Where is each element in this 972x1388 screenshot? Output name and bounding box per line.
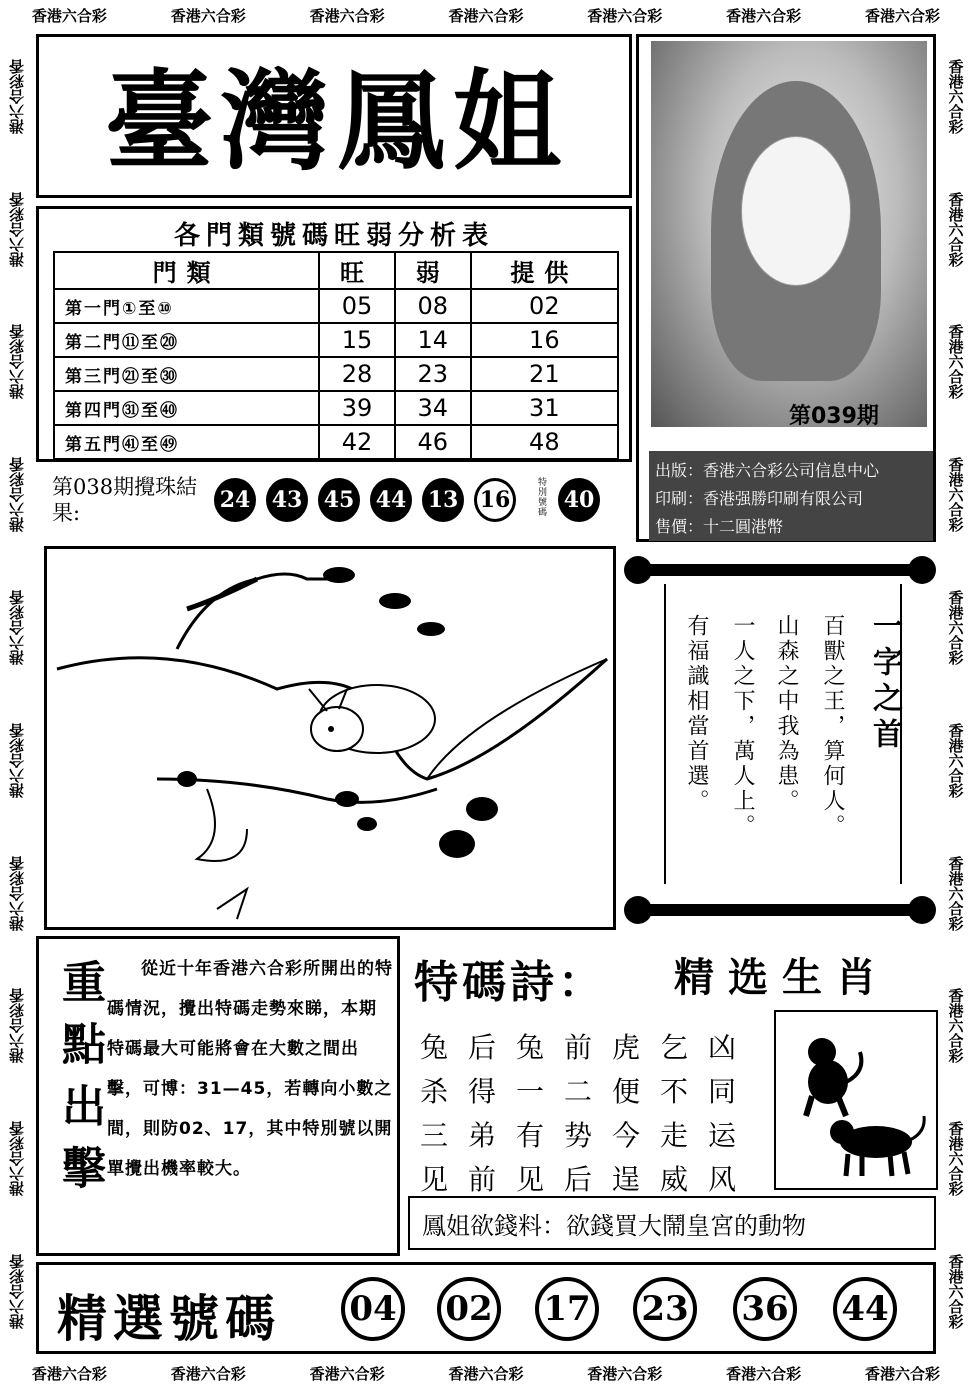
draw-ball: 16 <box>474 478 516 522</box>
poem-char: 走 <box>659 1119 688 1152</box>
column-header: 提供 <box>471 252 618 289</box>
table-row <box>54 289 618 323</box>
monkey-icon <box>806 1038 861 1116</box>
border-tag: 香港六合彩 <box>31 6 107 25</box>
column-header: 門類 <box>54 252 319 289</box>
analysis-panel <box>36 206 632 462</box>
border-tag: 香港六合彩 <box>587 1364 663 1383</box>
money-hint: 鳳姐欲錢料：欲錢買大鬧皇宮的動物 <box>408 1196 936 1250</box>
column-header: 弱 <box>395 252 471 289</box>
border-tag: 香港六合彩 <box>946 457 965 533</box>
draw-ball: 44 <box>370 478 412 522</box>
strong-cell: 39 <box>319 391 395 425</box>
rabbit-head <box>311 707 363 751</box>
scroll-end <box>908 556 936 584</box>
focus-panel <box>36 936 400 1256</box>
leaf <box>417 622 445 636</box>
border-tag: 香港六合彩 <box>864 1364 940 1383</box>
selected-number: 36 <box>733 1277 797 1341</box>
category-cell: 第五門㊶至㊾ <box>54 425 319 459</box>
rabbit-branch-drawing <box>47 549 613 927</box>
scroll-bar-bottom <box>638 904 920 916</box>
draw-result-label: 第038期攪珠結果: <box>52 475 198 525</box>
selected-number: 02 <box>437 1277 501 1341</box>
poem-char: 前 <box>467 1163 496 1196</box>
special-number-label: 特別號碼 <box>538 478 548 518</box>
border-right <box>940 30 972 1358</box>
poem-char: 三 <box>419 1119 448 1152</box>
border-tag: 港六合彩香 <box>7 324 26 400</box>
weak-cell: 23 <box>395 357 471 391</box>
poem-char: 见 <box>419 1163 448 1196</box>
poem-char: 后 <box>467 1031 496 1064</box>
border-tag: 香港六合彩 <box>726 6 802 25</box>
poem-char: 虎 <box>611 1031 640 1064</box>
weak-cell: 46 <box>395 425 471 459</box>
poem-char: 见 <box>515 1163 544 1196</box>
title-panel <box>36 34 632 198</box>
strong-cell: 15 <box>319 323 395 357</box>
offer-cell: 02 <box>471 289 618 323</box>
border-tag: 香港六合彩 <box>170 1364 246 1383</box>
leaf <box>379 593 411 609</box>
offer-cell: 21 <box>471 357 618 391</box>
fruit <box>439 830 475 858</box>
offer-cell: 16 <box>471 323 618 357</box>
page-title: 臺灣鳳姐 <box>104 59 569 185</box>
poem-char: 弟 <box>467 1119 496 1152</box>
border-tag: 港六合彩香 <box>7 590 26 666</box>
border-tag: 香港六合彩 <box>587 6 663 25</box>
weak-cell: 08 <box>395 289 471 323</box>
poem-char: 凶 <box>707 1031 736 1064</box>
draw-ball: 13 <box>422 478 464 522</box>
poem-title: 特碼詩： <box>414 957 606 1008</box>
border-tag: 香港六合彩 <box>864 6 940 25</box>
poem-char: 兔 <box>515 1031 544 1064</box>
riddle-line: 有福識相當首選。 <box>684 614 709 814</box>
selected-number: 04 <box>341 1277 405 1341</box>
monkey-tiger-drawing <box>776 1012 936 1188</box>
selected-number: 44 <box>833 1277 897 1341</box>
scroll-end <box>624 556 652 584</box>
table-row <box>54 323 618 357</box>
tiger-icon <box>830 1116 924 1176</box>
category-cell: 第四門㉛至㊵ <box>54 391 319 425</box>
poem-char: 风 <box>707 1163 736 1196</box>
border-tag: 香港六合彩 <box>448 6 524 25</box>
selected-numbers-panel <box>36 1262 936 1354</box>
draw-ball: 45 <box>318 478 360 522</box>
riddle-panel <box>624 558 936 920</box>
zodiac-title: 精选生肖 <box>674 954 890 1001</box>
border-tag: 港六合彩香 <box>7 855 26 931</box>
selected-number: 23 <box>633 1277 697 1341</box>
table-row <box>54 425 618 459</box>
border-tag: 香港六合彩 <box>448 1364 524 1383</box>
riddle-heading: 一字之首 <box>867 610 902 754</box>
lower-branch <box>157 779 437 802</box>
category-cell: 第三門㉑至㉚ <box>54 357 319 391</box>
border-tag: 港六合彩香 <box>7 191 26 267</box>
poem-char: 同 <box>707 1075 736 1108</box>
border-tag: 港六合彩香 <box>7 988 26 1064</box>
portrait-face <box>741 136 851 286</box>
border-tag: 香港六合彩 <box>946 58 965 134</box>
poem-char: 有 <box>515 1119 544 1152</box>
strong-cell: 42 <box>319 425 395 459</box>
border-top <box>0 0 972 30</box>
border-tag: 香港六合彩 <box>946 590 965 666</box>
border-tag: 香港六合彩 <box>726 1364 802 1383</box>
poem-char: 势 <box>563 1119 592 1152</box>
selected-numbers-label: 精選號碼 <box>57 1289 281 1348</box>
poem-char: 前 <box>563 1031 592 1064</box>
poem-char: 今 <box>611 1119 640 1152</box>
border-tag: 香港六合彩 <box>946 1254 965 1330</box>
riddle-line: 一人之下，萬人上。 <box>730 614 755 839</box>
leaf <box>323 567 355 583</box>
border-tag: 港六合彩香 <box>7 58 26 134</box>
category-cell: 第一門①至⑩ <box>54 289 319 323</box>
border-tag: 香港六合彩 <box>170 6 246 25</box>
poem-char: 便 <box>611 1075 640 1108</box>
weak-cell: 34 <box>395 391 471 425</box>
riddle-line: 百獸之王，算何人。 <box>820 614 845 839</box>
focus-text: 從近十年香港六合彩所開出的特碼情況，攪出特碼走勢來睇，本期特碼最大可能將會在大數之間出擊，可博：31—45，若轉向小數之間，則防02、17，其中特別號以開單攪出機率較大。 <box>107 959 393 1179</box>
printer-line: 印刷：香港强勝印刷有限公司 <box>655 489 864 508</box>
draw-ball: 24 <box>214 478 256 522</box>
border-tag: 香港六合彩 <box>946 988 965 1064</box>
weak-cell: 14 <box>395 323 471 357</box>
draw-ball: 43 <box>266 478 308 522</box>
poem-char: 杀 <box>419 1075 448 1108</box>
upper-branch <box>177 574 347 649</box>
column-header: 旺 <box>319 252 395 289</box>
special-ball: 40 <box>558 478 600 522</box>
border-tag: 香港六合彩 <box>946 722 965 798</box>
scroll-end <box>908 896 936 924</box>
offer-cell: 48 <box>471 425 618 459</box>
poem-char: 一 <box>515 1075 544 1108</box>
category-cell: 第二門⑪至⑳ <box>54 323 319 357</box>
riddle-text-area <box>664 584 902 884</box>
border-tag: 港六合彩香 <box>7 722 26 798</box>
strong-cell: 05 <box>319 289 395 323</box>
zodiac-images <box>774 1010 938 1190</box>
poem-panel <box>404 936 936 1256</box>
border-left <box>0 30 32 1358</box>
poem-char: 运 <box>707 1119 736 1152</box>
border-tag: 香港六合彩 <box>946 855 965 931</box>
table-row <box>54 391 618 425</box>
issue-number: 第039期 <box>789 404 879 429</box>
publisher-line: 出版：香港六合彩公司信息中心 <box>655 461 880 480</box>
analysis-title: 各門類號碼旺弱分析表 <box>173 221 494 251</box>
scroll-bar-top <box>638 564 920 576</box>
poem-char: 后 <box>563 1163 592 1196</box>
poem-char: 得 <box>467 1075 496 1108</box>
photo-panel <box>636 34 936 542</box>
border-tag: 香港六合彩 <box>309 1364 385 1383</box>
border-tag: 香港六合彩 <box>946 191 965 267</box>
poem-char: 兔 <box>419 1031 448 1064</box>
selected-number: 17 <box>535 1277 599 1341</box>
border-tag: 香港六合彩 <box>946 1121 965 1197</box>
border-tag: 香港六合彩 <box>309 6 385 25</box>
border-tag: 香港六合彩 <box>31 1364 107 1383</box>
publication-info <box>649 451 933 541</box>
focus-side-label: 重點出擊 <box>54 959 105 1207</box>
border-tag: 港六合彩香 <box>7 1254 26 1330</box>
price-line: 售價：十二圓港幣 <box>655 517 784 536</box>
analysis-table <box>53 251 619 460</box>
border-bottom <box>0 1358 972 1388</box>
poem-char: 逞 <box>611 1163 640 1196</box>
border-tag: 香港六合彩 <box>946 324 965 400</box>
portrait-photo <box>651 41 927 427</box>
scroll-end <box>624 896 652 924</box>
fruit <box>466 797 498 821</box>
offer-cell: 31 <box>471 391 618 425</box>
poem-grid <box>410 1026 746 1202</box>
riddle-line: 山森之中我為患。 <box>774 614 799 814</box>
riddle-illustration <box>44 546 616 930</box>
border-tag: 港六合彩香 <box>7 1121 26 1197</box>
border-tag: 港六合彩香 <box>7 457 26 533</box>
table-row <box>54 357 618 391</box>
poem-char: 二 <box>563 1075 592 1108</box>
table-header-row <box>54 252 618 289</box>
strong-cell: 28 <box>319 357 395 391</box>
poem-char: 威 <box>659 1163 688 1196</box>
poem-char: 不 <box>659 1075 688 1108</box>
poem-char: 乞 <box>659 1031 688 1064</box>
